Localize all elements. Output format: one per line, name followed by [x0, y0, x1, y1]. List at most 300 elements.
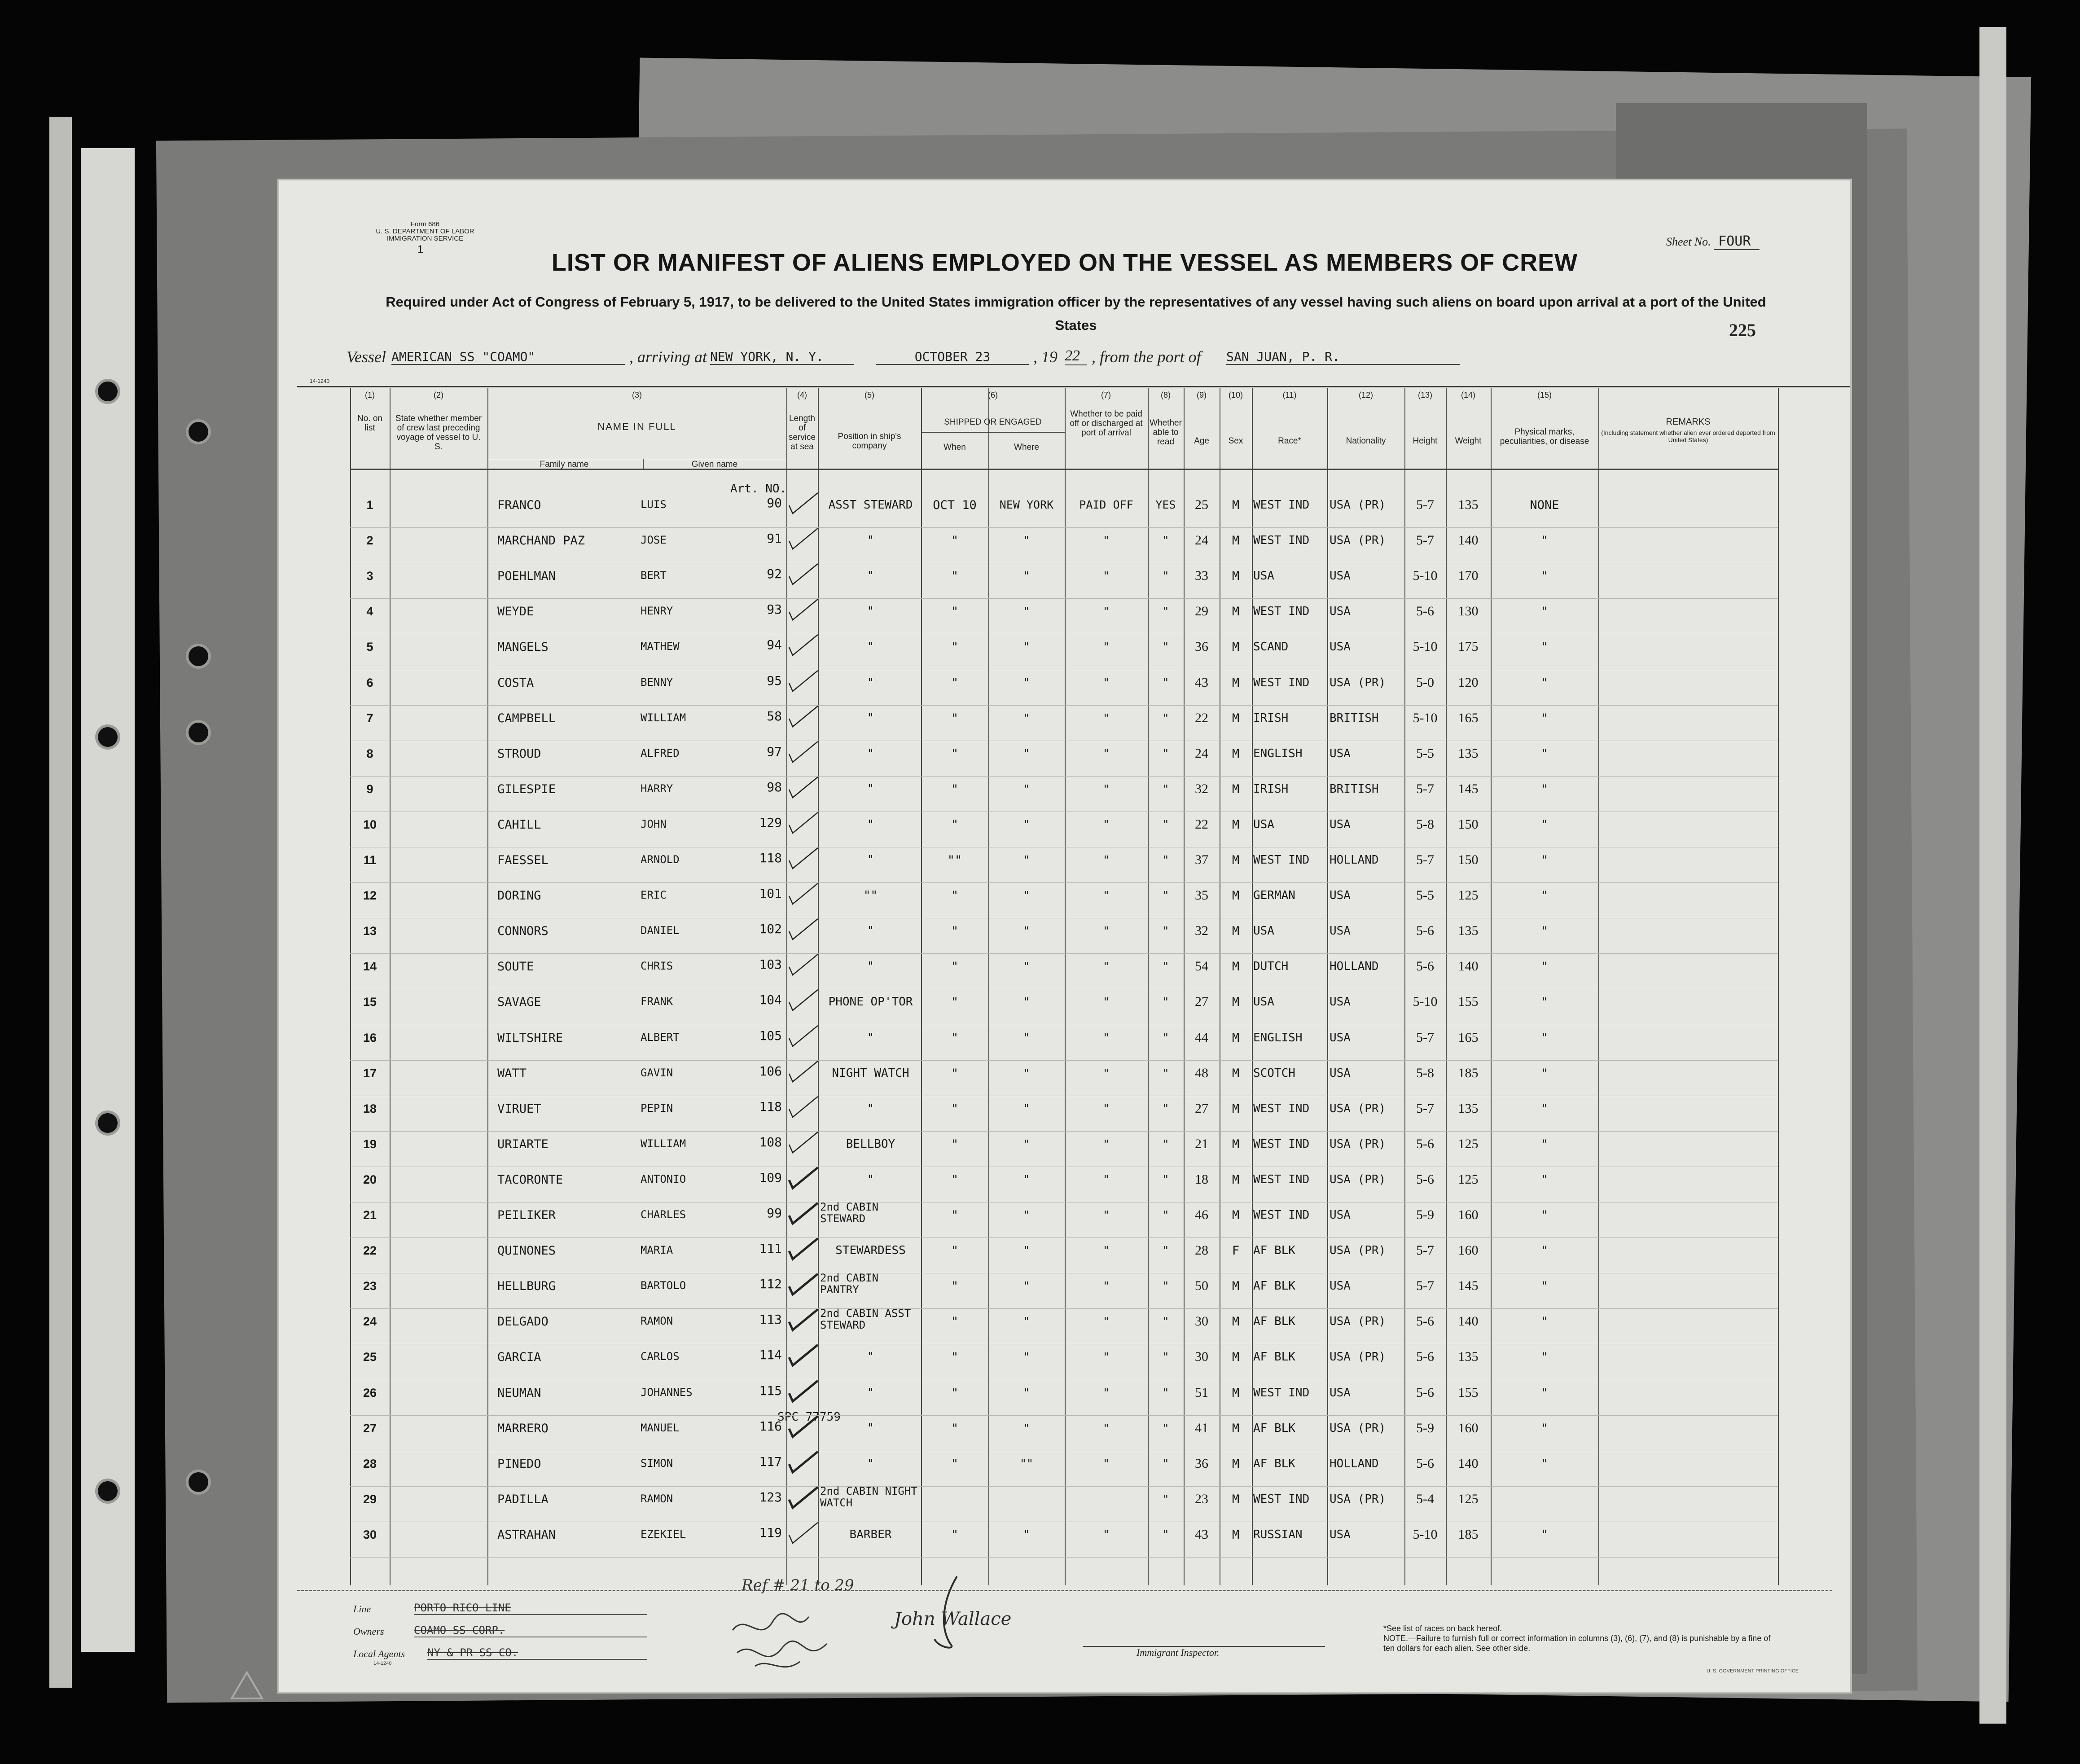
able-to-read: " [1162, 746, 1169, 760]
physical-marks: " [1540, 817, 1549, 832]
paid-off: " [1102, 534, 1110, 547]
column-number: (2) [434, 391, 443, 399]
paid-off: " [1102, 605, 1110, 618]
sex: M [1232, 1208, 1240, 1222]
page-number: 225 [1729, 320, 1756, 340]
family-name: QUINONES [497, 1244, 556, 1258]
arriving-port: NEW YORK, N. Y. [710, 349, 854, 365]
race: DUTCH [1253, 960, 1289, 974]
family-name: VIRUET [497, 1101, 541, 1116]
sex: M [1232, 746, 1240, 761]
age: 27 [1195, 994, 1208, 1009]
column-rule [1065, 388, 1066, 1585]
nationality: HOLLAND [1330, 853, 1379, 867]
shipped-where: " [1023, 1101, 1030, 1115]
art-number: 94 [767, 637, 782, 653]
position: " [867, 569, 874, 583]
height: 5-5 [1416, 746, 1434, 761]
shipped-where: " [1023, 676, 1030, 689]
line-value: PORTO RICO LINE [414, 1602, 647, 1615]
table-row [350, 527, 1778, 528]
check-mark-icon [786, 1522, 818, 1550]
column-number: (9) [1197, 391, 1207, 399]
family-name: DELGADO [497, 1315, 549, 1329]
family-name: ASTRAHAN [497, 1527, 556, 1542]
age: 43 [1195, 1527, 1208, 1542]
given-name: ERIC [641, 889, 667, 902]
height: 5-10 [1413, 639, 1438, 654]
position: 2nd CABIN STEWARD [820, 1201, 879, 1225]
column-rule [1252, 388, 1253, 1585]
column-number: (13) [1417, 391, 1432, 399]
header-able-read: Whether able to read [1150, 418, 1182, 447]
shipped-where: " [1023, 782, 1030, 795]
agents-code: 14-1240 [373, 1661, 392, 1666]
age: 30 [1195, 1314, 1208, 1329]
given-name: ARNOLD [641, 853, 680, 866]
owners-value: COAMO SS CORP. [414, 1624, 647, 1637]
art-number: 98 [767, 779, 782, 794]
column-number: (4) [797, 391, 807, 399]
shipped-where: " [1023, 889, 1030, 902]
race: WEST IND [1253, 605, 1310, 619]
footnote [1383, 1624, 1778, 1653]
table-row [350, 953, 1778, 954]
position: STEWARDESS [835, 1244, 906, 1258]
weight: 185 [1458, 1527, 1479, 1542]
given-name: GAVIN [641, 1066, 673, 1079]
art-number: 116 [759, 1418, 782, 1434]
family-name: COSTA [497, 676, 534, 690]
weight: 175 [1458, 639, 1479, 654]
able-to-read: " [1162, 569, 1169, 583]
column-rule [1327, 388, 1328, 1585]
shipped-when: " [951, 640, 959, 654]
shipped-where: " [1023, 605, 1030, 618]
age: 46 [1195, 1207, 1208, 1222]
paid-off: " [1102, 1527, 1110, 1541]
height: 5-8 [1416, 816, 1434, 832]
paid-off: " [1102, 676, 1110, 689]
race: USA [1253, 569, 1274, 583]
shipped-where: NEW YORK [999, 498, 1054, 511]
sex: M [1232, 1279, 1240, 1294]
paid-off: " [1102, 746, 1110, 760]
form-code: 14-1240 [310, 378, 330, 384]
height: 5-7 [1416, 1278, 1434, 1294]
paid-off: " [1102, 1066, 1110, 1079]
given-name: LUIS [641, 498, 667, 511]
weight: 140 [1458, 533, 1479, 548]
table-row [350, 1131, 1778, 1132]
punch-hole-icon [98, 727, 118, 747]
nationality: USA [1330, 640, 1351, 654]
shipped-where: " [1023, 995, 1030, 1009]
footnote-note: NOTE.—Failure to furnish full or correct information in columns (3), (6), (7), and (8) is punishable by a fine of ten dollars for each alien. See other side. [1383, 1634, 1771, 1653]
row-number: 21 [363, 1208, 377, 1222]
physical-marks: " [1540, 1244, 1549, 1258]
sex: M [1232, 1101, 1240, 1116]
header-position: Position in ship's company [838, 432, 901, 451]
nationality: USA (PR) [1330, 1101, 1386, 1115]
check-mark-icon [786, 1451, 818, 1479]
race: RUSSIAN [1253, 1527, 1303, 1541]
position: " [867, 711, 874, 725]
shipped-when: " [951, 1101, 959, 1116]
race: USA [1253, 924, 1274, 938]
height: 5-5 [1416, 888, 1434, 903]
able-to-read: " [1162, 1527, 1169, 1541]
physical-marks: " [1540, 960, 1549, 974]
row-number: 15 [363, 995, 377, 1009]
race: WEST IND [1253, 1492, 1310, 1506]
shipped-where: " [1023, 853, 1030, 866]
shipped-when: " [951, 889, 959, 903]
given-name: PEPIN [641, 1101, 673, 1115]
able-to-read: " [1162, 1457, 1169, 1470]
physical-marks: " [1540, 1386, 1549, 1400]
family-name: NEUMAN [497, 1386, 541, 1400]
shipped-where: " [1023, 817, 1030, 831]
column-rule [487, 388, 488, 1585]
header-where: Where [1014, 443, 1039, 452]
column-rule [1148, 388, 1149, 1585]
able-to-read: " [1162, 1421, 1169, 1435]
able-to-read: " [1162, 1279, 1169, 1293]
age: 29 [1195, 604, 1208, 619]
department-name: U. S. DEPARTMENT OF LABOR [376, 228, 474, 235]
able-to-read: " [1162, 995, 1169, 1009]
agents-label: Local Agents [353, 1648, 405, 1659]
nationality: USA [1330, 889, 1351, 903]
art-number: 109 [759, 1170, 782, 1185]
position: " [867, 1031, 874, 1044]
race: AF BLK [1253, 1350, 1295, 1364]
row-number: 8 [366, 746, 373, 760]
weight: 125 [1458, 1172, 1479, 1187]
able-to-read: " [1162, 782, 1169, 795]
check-mark-icon [786, 1380, 818, 1409]
race: GERMAN [1253, 889, 1295, 903]
paid-off: " [1102, 1421, 1110, 1435]
table-row [350, 1060, 1778, 1061]
form-identifier [360, 221, 490, 242]
physical-marks: " [1540, 782, 1549, 796]
weight: 135 [1458, 1349, 1479, 1365]
shipped-where: " [1023, 1208, 1030, 1221]
sex: M [1232, 711, 1240, 725]
sex: M [1232, 1315, 1240, 1329]
family-name: PADILLA [497, 1492, 549, 1506]
position: " [867, 640, 874, 654]
able-to-read: " [1162, 1244, 1169, 1257]
weight: 170 [1458, 568, 1479, 584]
header-shipped-engaged: SHIPPED OR ENGAGED [944, 417, 1042, 427]
given-name: BARTOLO [641, 1279, 686, 1292]
handwritten-signature-icon [728, 1603, 854, 1680]
able-to-read: " [1162, 640, 1169, 654]
nationality: USA [1330, 605, 1351, 619]
sex: M [1232, 1421, 1240, 1435]
sex: M [1232, 640, 1240, 654]
art-number: 103 [759, 957, 782, 972]
column-rule [1184, 388, 1185, 1585]
able-to-read: " [1162, 853, 1169, 866]
physical-marks: " [1540, 1315, 1549, 1329]
nationality: BRITISH [1330, 711, 1379, 725]
sex: M [1232, 889, 1240, 903]
header-family-name: Family name [540, 460, 589, 469]
table-row [350, 776, 1778, 777]
able-to-read: " [1162, 1208, 1169, 1221]
column-number: (10) [1228, 391, 1243, 399]
height: 5-6 [1416, 604, 1434, 619]
vessel-label: Vessel [347, 348, 386, 366]
sex: M [1232, 782, 1240, 796]
art-no-label: Art. NO. [730, 482, 787, 496]
height: 5-9 [1416, 1420, 1434, 1435]
arriving-label: , arriving at [629, 348, 707, 366]
race: WEST IND [1253, 498, 1310, 512]
position: NIGHT WATCH [832, 1066, 909, 1080]
check-mark-icon [786, 741, 818, 769]
race: ENGLISH [1253, 746, 1303, 760]
shipped-where: " [1023, 1527, 1030, 1541]
check-mark-icon [786, 953, 818, 982]
family-name: SOUTE [497, 960, 534, 974]
able-to-read: " [1162, 1137, 1169, 1150]
shipped-where: " [1023, 746, 1030, 760]
row-number: 6 [366, 676, 373, 689]
row-number: 22 [363, 1244, 377, 1258]
signature-flourish-icon [926, 1572, 970, 1653]
art-number: 106 [759, 1063, 782, 1079]
paid-off: " [1102, 640, 1110, 654]
given-name: RAMON [641, 1492, 673, 1505]
row-number: 14 [363, 960, 377, 974]
manifest-sheet [277, 179, 1852, 1694]
header-sex: Sex [1228, 436, 1243, 446]
physical-marks: " [1540, 711, 1549, 725]
sex: M [1232, 534, 1240, 548]
sex: M [1232, 924, 1240, 939]
given-name: EZEKIEL [641, 1527, 686, 1540]
column-rule [350, 388, 351, 1585]
physical-marks: " [1540, 1279, 1549, 1294]
row-number: 17 [363, 1066, 377, 1080]
race: AF BLK [1253, 1457, 1295, 1470]
header-height: Height [1413, 436, 1438, 446]
given-name: HARRY [641, 782, 673, 795]
family-name: SAVAGE [497, 995, 541, 1009]
punch-hole-icon [189, 646, 208, 666]
given-name: MANUEL [641, 1421, 680, 1434]
art-number: 101 [759, 886, 782, 901]
position: " [867, 817, 874, 831]
crew-table [350, 388, 1697, 1586]
height: 5-6 [1416, 1349, 1434, 1365]
row-number: 28 [363, 1457, 377, 1470]
physical-marks: " [1540, 746, 1549, 761]
paid-off: " [1102, 1031, 1110, 1044]
owners-label: Owners [353, 1626, 384, 1637]
weight: 140 [1458, 959, 1479, 974]
vessel-line [347, 347, 1760, 370]
sex: M [1232, 1527, 1240, 1542]
weight: 165 [1458, 710, 1479, 725]
film-edge [81, 148, 135, 1652]
column-number: (12) [1358, 391, 1373, 399]
weight: 160 [1458, 1207, 1479, 1222]
spc-annotation: SPC 77759 [777, 1410, 841, 1424]
able-to-read: " [1162, 711, 1169, 724]
physical-marks: " [1540, 1208, 1549, 1222]
weight: 135 [1458, 497, 1479, 512]
check-mark-icon [786, 918, 818, 947]
height: 5-7 [1416, 852, 1434, 867]
position: " [867, 1101, 874, 1115]
family-name: STROUD [497, 746, 541, 761]
column-rule [1404, 388, 1405, 1585]
art-number: 97 [767, 744, 782, 759]
height: 5-6 [1416, 1456, 1434, 1471]
physical-marks: " [1540, 1421, 1549, 1435]
inspector-label: Immigrant Inspector. [1083, 1646, 1325, 1659]
physical-marks: " [1540, 1066, 1549, 1080]
position: " [867, 1457, 874, 1470]
position: "" [863, 889, 878, 903]
check-mark-icon [786, 1344, 818, 1373]
row-number: 13 [363, 924, 377, 938]
race: WEST IND [1253, 1101, 1310, 1115]
column-number: (11) [1282, 391, 1297, 399]
weight: 160 [1458, 1243, 1479, 1258]
race: WEST IND [1253, 1172, 1310, 1186]
sheet-number-value: FOUR [1714, 233, 1760, 250]
page-title: LIST OR MANIFEST OF ALIENS EMPLOYED ON THE VESSEL AS MEMBERS OF CREW [551, 249, 1578, 276]
table-row [350, 1415, 1778, 1416]
able-to-read: " [1162, 924, 1169, 938]
family-name: GARCIA [497, 1350, 541, 1365]
able-to-read: " [1162, 1172, 1169, 1186]
weight: 185 [1458, 1065, 1479, 1080]
height: 5-8 [1416, 1065, 1434, 1080]
art-number: 118 [759, 851, 782, 865]
age: 41 [1195, 1420, 1208, 1435]
from-port: SAN JUAN, P. R. [1226, 349, 1460, 365]
header-length-service: Length of service at sea [788, 414, 816, 452]
age: 18 [1195, 1172, 1208, 1187]
check-mark-icon [786, 776, 818, 805]
paid-off: " [1102, 782, 1110, 795]
family-name: URIARTE [497, 1137, 549, 1151]
paid-off: " [1102, 1279, 1110, 1293]
sex: M [1232, 498, 1240, 512]
shipped-where: " [1023, 1066, 1030, 1079]
shipped-where: " [1023, 1279, 1030, 1293]
height: 5-7 [1416, 781, 1434, 796]
header-weight: Weight [1455, 436, 1482, 446]
height: 5-10 [1413, 994, 1438, 1009]
nationality: USA [1330, 1386, 1351, 1400]
row-number: 18 [363, 1101, 377, 1115]
paid-off: " [1102, 711, 1110, 724]
table-row [350, 1557, 1778, 1558]
nationality: USA [1330, 1031, 1351, 1044]
row-number: 20 [363, 1172, 377, 1186]
art-number: 108 [759, 1134, 782, 1150]
check-mark-icon [786, 1415, 818, 1444]
given-name: ALFRED [641, 746, 680, 759]
position: " [867, 853, 874, 867]
row-number: 30 [363, 1527, 377, 1541]
art-number: 119 [759, 1525, 782, 1540]
paid-off: " [1102, 1350, 1110, 1364]
nationality: USA [1330, 746, 1351, 760]
family-name: MANGELS [497, 640, 549, 654]
race: SCAND [1253, 640, 1289, 654]
shipped-when: " [951, 1137, 959, 1151]
shipped-where: " [1023, 1350, 1030, 1364]
shipped-when: " [951, 1279, 959, 1294]
age: 36 [1195, 639, 1208, 654]
given-name: DANIEL [641, 924, 680, 937]
punch-hole-icon [189, 422, 208, 442]
triangle-mark-icon [229, 1670, 265, 1701]
paid-off: " [1102, 1172, 1110, 1186]
physical-marks: " [1540, 889, 1549, 903]
column-number: (1) [365, 391, 375, 399]
able-to-read: " [1162, 1031, 1169, 1044]
weight: 125 [1458, 1491, 1479, 1506]
shipped-where: " [1023, 1386, 1030, 1399]
race: WEST IND [1253, 676, 1310, 689]
column-rule [1598, 388, 1599, 1585]
column-number: (8) [1161, 391, 1171, 399]
able-to-read: " [1162, 1492, 1169, 1505]
shipped-when: " [951, 1031, 959, 1045]
nationality: USA (PR) [1330, 534, 1386, 548]
nationality: USA [1330, 995, 1351, 1009]
row-number: 1 [366, 498, 373, 512]
column-number: (7) [1101, 391, 1111, 399]
height: 5-6 [1416, 923, 1434, 939]
weight: 140 [1458, 1314, 1479, 1329]
nationality: USA (PR) [1330, 1137, 1386, 1151]
punch-hole-icon [98, 1113, 118, 1133]
weight: 155 [1458, 994, 1479, 1009]
art-number: 95 [767, 673, 782, 688]
row-number: 5 [366, 640, 373, 654]
nationality: USA (PR) [1330, 1244, 1386, 1258]
shipped-when: "" [947, 853, 962, 867]
age: 54 [1195, 959, 1208, 974]
sheet-number-label: Sheet No. [1666, 235, 1711, 248]
position: PHONE OP'TOR [828, 995, 913, 1009]
shipped-where: "" [1019, 1457, 1034, 1470]
shipped-when: " [951, 1457, 959, 1471]
position: " [867, 605, 874, 619]
row-number: 26 [363, 1386, 377, 1400]
given-name: HENRY [641, 605, 673, 618]
weight: 135 [1458, 746, 1479, 761]
race: USA [1253, 995, 1274, 1009]
nationality: HOLLAND [1330, 1457, 1379, 1470]
sex: M [1232, 1350, 1240, 1365]
given-name: RAMON [641, 1315, 673, 1328]
race: WEST IND [1253, 1386, 1310, 1400]
nationality: USA (PR) [1330, 1350, 1386, 1364]
